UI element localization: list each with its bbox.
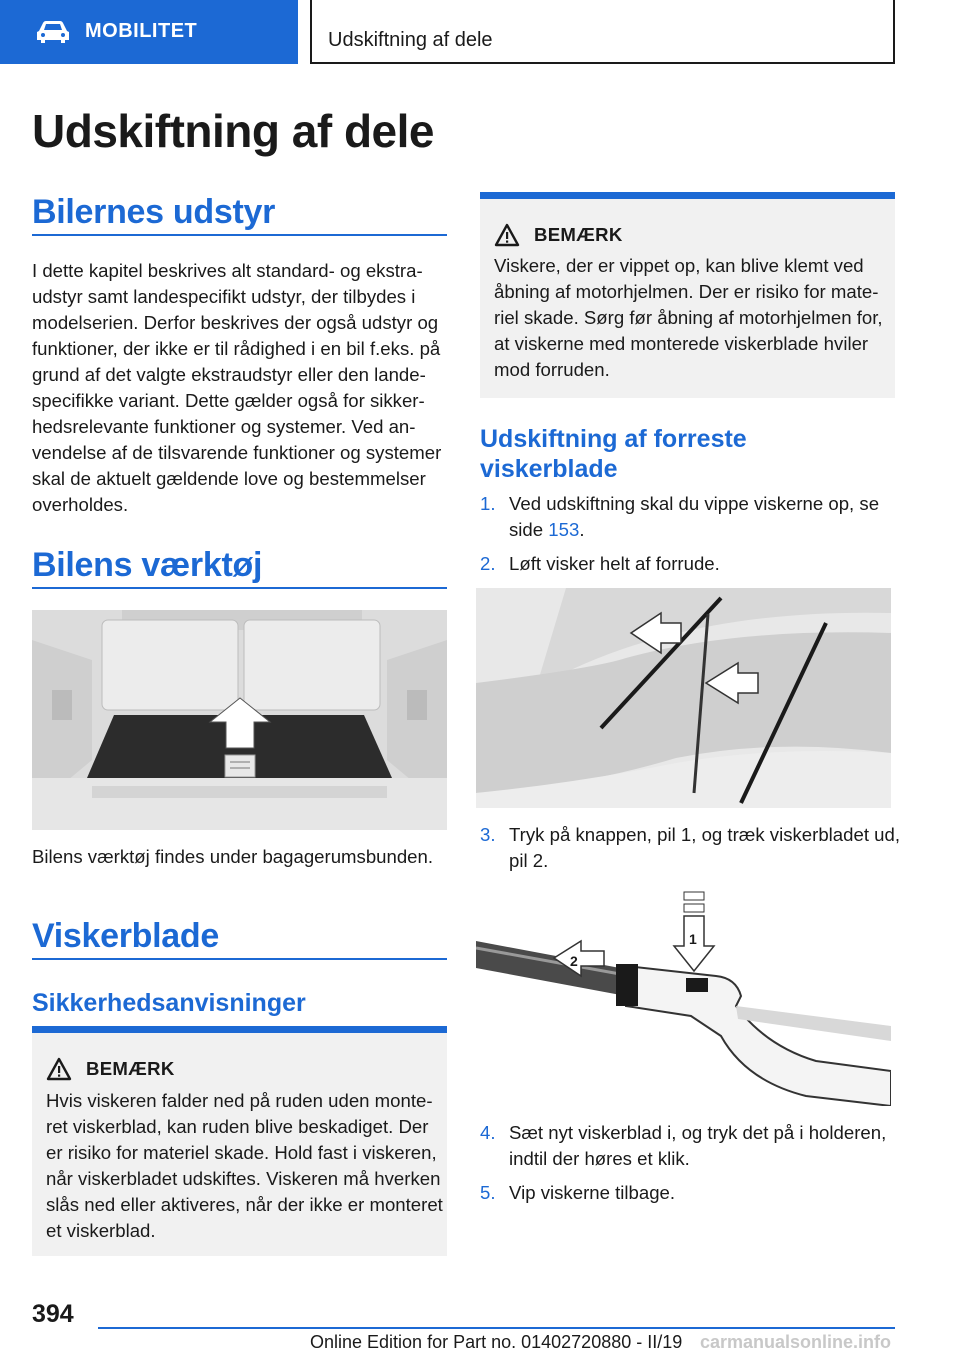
heading-safety: Sikkerhedsanvisninger (32, 989, 306, 1017)
arrow-label-1: 1 (689, 931, 697, 947)
wiper-blade-illustration (476, 886, 891, 1106)
step-item (480, 822, 900, 874)
watermark: carmanualsonline.info (700, 1332, 892, 1352)
heading-rule (32, 958, 447, 960)
steps-list-c (480, 1120, 900, 1206)
section-tab-label: MOBILITET (85, 20, 198, 42)
steps-list-b (480, 822, 900, 874)
step-text: Ved udskiftning skal du vippe viskerne op, se side (509, 493, 880, 540)
step-text: Sæt nyt viskerblad i, og tryk det på i holderen, indtil der høres et klik. (509, 1122, 887, 1169)
steps-list-a (480, 491, 900, 577)
heading-wipers: Viskerblade (32, 917, 219, 955)
section-tab[interactable] (0, 0, 298, 64)
warning-icon (46, 1057, 72, 1081)
trunk-illustration (32, 610, 447, 830)
note-text: Viskere, der er vippet op, kan blive klemt ved åbning af motorhjelmen. Der er risiko for materiel skade. Sørg før åbning af motorhjelmen for, at viskerne med monterede viskerblade hviler mod forruden. (494, 255, 883, 380)
note-box-2 (480, 192, 895, 398)
step-text: Tryk på knappen, pil 1, og træk viskerbladet ud, pil 2. (509, 824, 901, 871)
breadcrumb-label: Udskiftning af dele (328, 29, 493, 51)
note-header (494, 223, 623, 247)
windshield-illustration (476, 588, 891, 808)
arrow-label-2: 2 (570, 953, 578, 969)
note-title: BEMÆRK (86, 1058, 175, 1079)
wiper-blade-image (476, 886, 891, 1106)
step-item (480, 1180, 900, 1206)
footer-rule (98, 1327, 895, 1329)
step-item (480, 551, 900, 577)
step-number: 2. (480, 553, 496, 574)
tools-caption: Bilens værktøj findes under bagagerumsbunden. (32, 846, 434, 867)
equipment-text: I dette kapitel beskrives alt standard- og ekstraudstyr samt landespecifikt udstyr, der tilbydes i modelserien. Derfor beskrives der også udstyr og funktioner, der ikke er til rådighed i en bil f.eks. på grund af det valgte ekstraudstyr eller den landespecifikke variant. Dette gælder også for sikkerhedsrelevante funktioner og systemer. Ved anvendelse af de tilsvarende funktioner og systemer skal de aktuelt gældende love og bestemmelser overholdes. (32, 260, 442, 515)
page-title: Udskiftning af dele (32, 105, 434, 157)
heading-tools: Bilens værktøj (32, 546, 263, 584)
warning-icon (494, 223, 520, 247)
windshield-wiper-image (476, 588, 891, 808)
note-title: BEMÆRK (534, 224, 623, 245)
step-number: 1. (480, 493, 496, 514)
step-number: 5. (480, 1182, 496, 1203)
footer-edition: Online Edition for Part no. 01402720880 - II/19 (310, 1332, 683, 1352)
note-text: Hvis viskeren falder ned på ruden uden monteret viskerblad, kan ruden blive beskadiget. Der er risiko for materiel skade. Hold fast i viskeren, når viskerbladet udskiftes. Viskeren må hverken slås ned eller aktiveres, når der ikke er monteret et viskerblad. (46, 1090, 443, 1241)
heading-front-wipers: Udskiftning af forreste viskerblade (480, 425, 747, 483)
step-text: Vip viskerne tilbage. (509, 1182, 676, 1203)
step-text: Løft visker helt af forrude. (509, 553, 720, 574)
heading-rule (32, 234, 447, 236)
note-header (46, 1057, 175, 1081)
page-link[interactable]: 153 (548, 519, 580, 540)
step-item (480, 491, 900, 543)
trunk-floor-image (32, 610, 447, 830)
step-text-end: . (579, 519, 585, 540)
page-number: 394 (32, 1300, 74, 1328)
step-item (480, 1120, 900, 1172)
heading-rule (32, 587, 447, 589)
step-number: 3. (480, 824, 496, 845)
breadcrumb (310, 0, 895, 64)
heading-equipment: Bilernes udstyr (32, 193, 276, 231)
step-number: 4. (480, 1122, 496, 1143)
note-box-1 (32, 1026, 447, 1256)
car-icon (36, 20, 70, 44)
